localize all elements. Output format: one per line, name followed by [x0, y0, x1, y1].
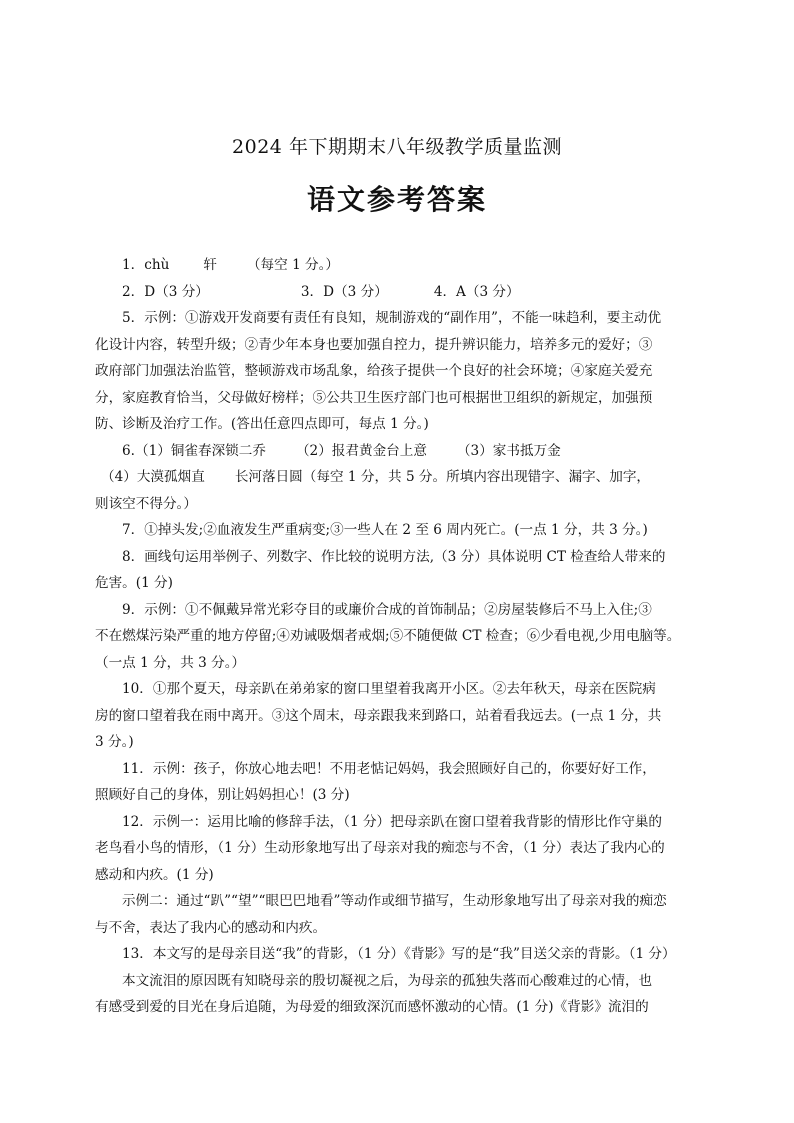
q4-answer: 4．A（3 分）	[433, 283, 520, 300]
answer-q12-example2-line: 示例二：通过“趴”“望”“眼巴巴地看”等动作或细节描写，生动形象地写出了母亲对我的痴恋	[122, 893, 667, 909]
answer-q8-line: 危害。(1 分)	[95, 575, 173, 591]
answer-q6-line2	[95, 464, 707, 491]
answer-key-heading: 语文参考答案	[306, 183, 487, 216]
q2-answer: 2．D（3 分）	[122, 283, 209, 300]
answer-q1	[95, 252, 707, 279]
answer-q5-line: 分，家庭教育恰当，父母做好榜样；⑤公共卫生医疗部门也可根据世卫组织的新规定，加强预	[95, 389, 653, 406]
answer-q5-line: 政府部门加强法治监管，整顿游戏市场乱象，给孩子提供一个良好的社会环境；④家庭关爱充	[95, 363, 653, 379]
q1-note: （每空 1 分。）	[246, 257, 340, 273]
q1-pinyin: chù	[144, 257, 170, 273]
answer-q10-line: 房的窗口望着我在雨中离开。③这个周末，母亲跟我来到路口，站着看我远去。(一点 1 分，共	[95, 707, 662, 724]
q6-part4: （4）大漠孤烟直	[101, 469, 205, 485]
answer-q6	[95, 438, 707, 465]
answer-q12-line: 感动和内疚。(1 分)	[95, 866, 214, 883]
answer-q13-reason-line: 有感受到爱的目光在身后追随，为母爱的细致深沉而感怀激动的心情。(1 分)《背影》流泪的	[95, 999, 649, 1015]
answer-q9-line: 9．示例：①不佩戴异常光彩夺目的或廉价合成的首饰制品；②房屋装修后不马上入住;③	[122, 601, 652, 618]
answer-q6-line3: 则该空不得分。）	[95, 495, 197, 512]
q6-part1: 6.（1）铜雀春深锁二乔	[122, 442, 266, 459]
q6-part2: （2）报君黄金台上意	[295, 442, 427, 459]
q3-answer: 3．D（3 分）	[300, 283, 388, 300]
q1-char: 轩	[203, 257, 217, 273]
answer-body	[95, 252, 707, 1021]
answer-q10-line: 10．①那个夏天，母亲趴在弟弟家的窗口里望着我离开小区。②去年秋天，母亲在医院病	[122, 681, 656, 697]
answer-q12-line: 老鸟看小鸟的情形，（1 分）生动形象地写出了母亲对我的痴恋与不舍，（1 分）表达了我内心的	[95, 840, 665, 856]
answer-q5-line: 防、诊断及治疗工作。(答出任意四点即可，每点 1 分。)	[95, 416, 429, 432]
answer-q5-line: 5．示例：①游戏开发商要有责任有良知，规制游戏的“副作用”，不能一味趋利，要主动优	[122, 310, 662, 326]
q6-part4-note: 长河落日圆（每空 1 分，共 5 分。所填内容出现错字、漏字、加字，	[234, 469, 651, 485]
answer-q12-example2-line: 与不舍，表达了我内心的感动和内疚。	[95, 919, 327, 936]
answer-q12-line: 12．示例一：运用比喻的修辞手法，（1 分）把母亲趴在窗口望着我背影的情形比作守巢的	[122, 813, 663, 830]
answer-q5-line: 化设计内容，转型升级；②青少年本身也要加强自控力，提升辨识能力，培养多元的爱好；③	[95, 336, 653, 353]
q1-number: 1．	[122, 257, 145, 273]
answer-q8-line: 8．画线句运用举例子、列数字、作比较的说明方法,（3 分）具体说明 CT 检查给人带来的	[122, 548, 666, 565]
answer-q13-reason-line: 本文流泪的原因既有知晓母亲的殷切凝视之后，为母亲的孤独失落而心酸难过的心情，也	[122, 972, 653, 989]
answer-q9-line: （一点 1 分，共 3 分。）	[95, 654, 246, 671]
q6-part3: （3）家书抵万金	[456, 442, 561, 459]
answer-q10-line: 3 分。)	[95, 734, 134, 750]
answer-q9-line: 不在燃煤污染严重的地方停留;④劝诫吸烟者戒烟;⑤不随便做 CT 检查；⑥少看电视,少用电脑等。	[95, 628, 681, 644]
answer-q11-line: 11．示例：孩子，你放心地去吧！不用老惦记妈妈，我会照顾好自己的，你要好好工作，	[122, 760, 656, 777]
exam-title: 2024 年下期期末八年级教学质量监测	[232, 136, 562, 158]
answer-q11-line: 照顾好自己的身体，别让妈妈担心！(3 分)	[95, 787, 350, 803]
answer-q13-line: 13．本文写的是母亲目送“我”的背影，（1 分）《背影》写的是“我”目送父亲的背影。（1 分）	[122, 946, 676, 962]
answer-q7: 7．①掉头发;②血液发生严重病变;③一些人在 2 至 6 周内死亡。(一点 1 分，共 3 分。)	[122, 522, 648, 538]
answer-q2-q4	[95, 279, 707, 306]
